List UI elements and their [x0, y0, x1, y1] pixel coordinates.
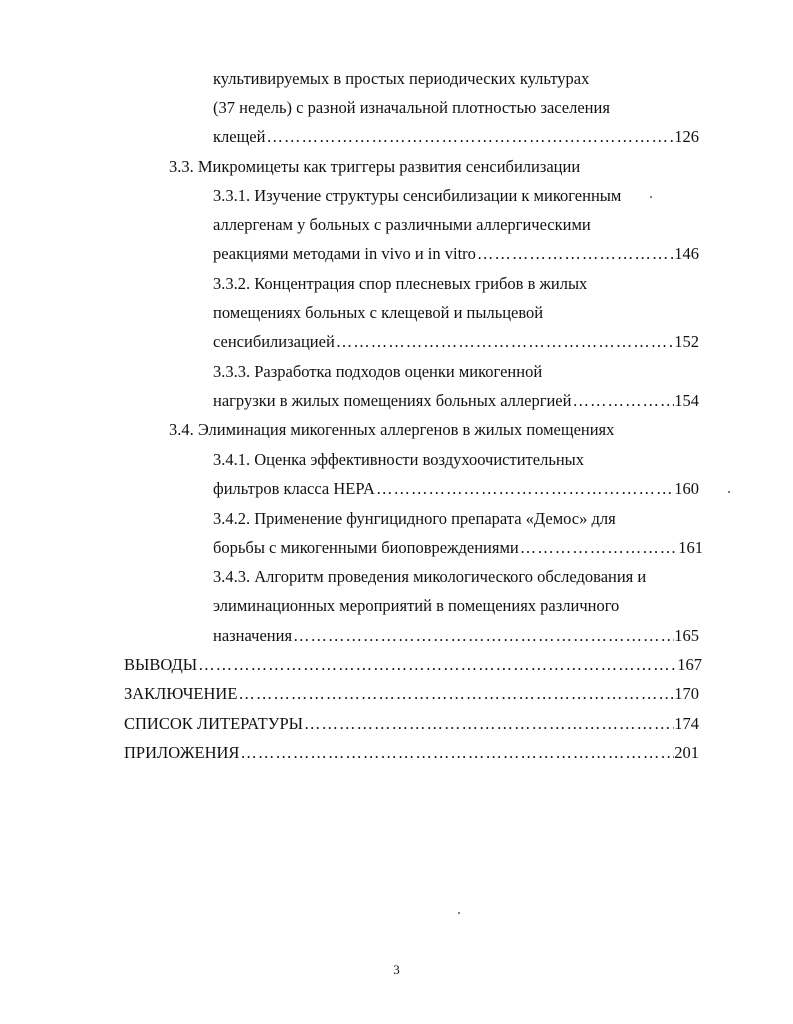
toc-page-number: 201	[674, 743, 699, 762]
scan-speck	[728, 491, 730, 493]
dot-leader	[519, 536, 679, 560]
dot-leader	[265, 125, 674, 149]
toc-text: ПРИЛОЖЕНИЯ	[124, 743, 240, 762]
toc-page-number: 161	[678, 538, 703, 557]
toc-section-heading	[169, 418, 614, 442]
page-number: 3	[393, 962, 400, 977]
toc-page-number: 165	[674, 626, 699, 645]
toc-text: 3.3. Микромицеты как триггеры развития сенсибилизации	[169, 157, 581, 176]
toc-line	[213, 96, 610, 120]
dot-leader	[197, 653, 677, 677]
dot-leader	[237, 682, 674, 706]
toc-line	[213, 360, 542, 384]
toc-page-number: 160	[674, 479, 699, 498]
toc-page-number: 174	[674, 714, 699, 733]
toc-page-number: 126	[674, 127, 699, 146]
toc-line	[213, 125, 699, 149]
toc-chapter-line	[124, 741, 699, 765]
toc-text: 3.4.1. Оценка эффективности воздухоочистительных	[213, 450, 585, 469]
toc-text: 3.4.3. Алгоритм проведения микологического обследования и	[213, 567, 647, 586]
toc-line	[213, 448, 584, 472]
toc-text: ЗАКЛЮЧЕНИЕ	[124, 684, 238, 703]
dot-leader	[335, 330, 674, 354]
toc-line	[213, 272, 587, 296]
dot-leader	[375, 477, 674, 501]
toc-page-number: 170	[674, 684, 699, 703]
dot-leader	[571, 389, 674, 413]
dot-leader	[476, 242, 674, 266]
toc-text: 3.4.2. Применение фунгицидного препарата «Демос» для	[213, 509, 616, 528]
toc-text: клещей	[213, 127, 266, 146]
toc-text: 3.3.2. Концентрация спор плесневых грибов в жилых	[213, 274, 588, 293]
toc-text: помещениях больных с клещевой и пыльцевой	[213, 303, 544, 322]
toc-line	[213, 301, 543, 325]
toc-text: аллергенам у больных с различными аллергическими	[213, 215, 591, 234]
toc-text: борьбы с микогенными биоповреждениями	[213, 538, 519, 557]
toc-text: культивируемых в простых периодических культурах	[213, 69, 590, 88]
toc-text: ВЫВОДЫ	[124, 655, 198, 674]
toc-text: 3.3.3. Разработка подходов оценки микогенной	[213, 362, 543, 381]
toc-text: назначения	[213, 626, 293, 645]
toc-line	[213, 389, 699, 413]
toc-chapter-line	[124, 653, 702, 677]
toc-line	[213, 536, 703, 560]
toc-section-heading	[169, 155, 580, 179]
toc-line	[213, 594, 619, 618]
toc-line	[213, 565, 646, 589]
toc-page-number: 152	[674, 332, 699, 351]
toc-line	[213, 507, 616, 531]
toc-line	[213, 242, 699, 266]
toc-chapter-line	[124, 682, 699, 706]
dot-leader	[239, 741, 674, 765]
toc-chapter-line	[124, 712, 699, 736]
toc-line	[213, 330, 699, 354]
toc-page-number: 146	[674, 244, 699, 263]
toc-text: (37 недель) с разной изначальной плотностью заселения	[213, 98, 610, 117]
toc-text: нагрузки в жилых помещениях больных аллергией	[213, 391, 572, 410]
toc-text: фильтров класса HEPA	[213, 479, 375, 498]
toc-line	[213, 477, 699, 501]
toc-text: реакциями методами in vivo и in vitro	[213, 244, 476, 263]
toc-line	[213, 213, 591, 237]
toc-text: элиминационных мероприятий в помещениях различного	[213, 596, 620, 615]
toc-text: 3.4. Элиминация микогенных аллергенов в жилых помещениях	[169, 420, 615, 439]
toc-text: сенсибилизацией	[213, 332, 335, 351]
dot-leader	[292, 624, 674, 648]
scan-speck	[650, 196, 652, 198]
toc-text: 3.3.1. Изучение структуры сенсибилизации к микогенным	[213, 186, 622, 205]
scan-speck	[458, 912, 460, 914]
dot-leader	[303, 712, 674, 736]
toc-line	[213, 184, 621, 208]
toc-line	[213, 624, 699, 648]
toc-page-number: 154	[674, 391, 699, 410]
toc-text: СПИСОК ЛИТЕРАТУРЫ	[124, 714, 304, 733]
toc-line	[213, 67, 589, 91]
toc-page-number: 167	[677, 655, 702, 674]
